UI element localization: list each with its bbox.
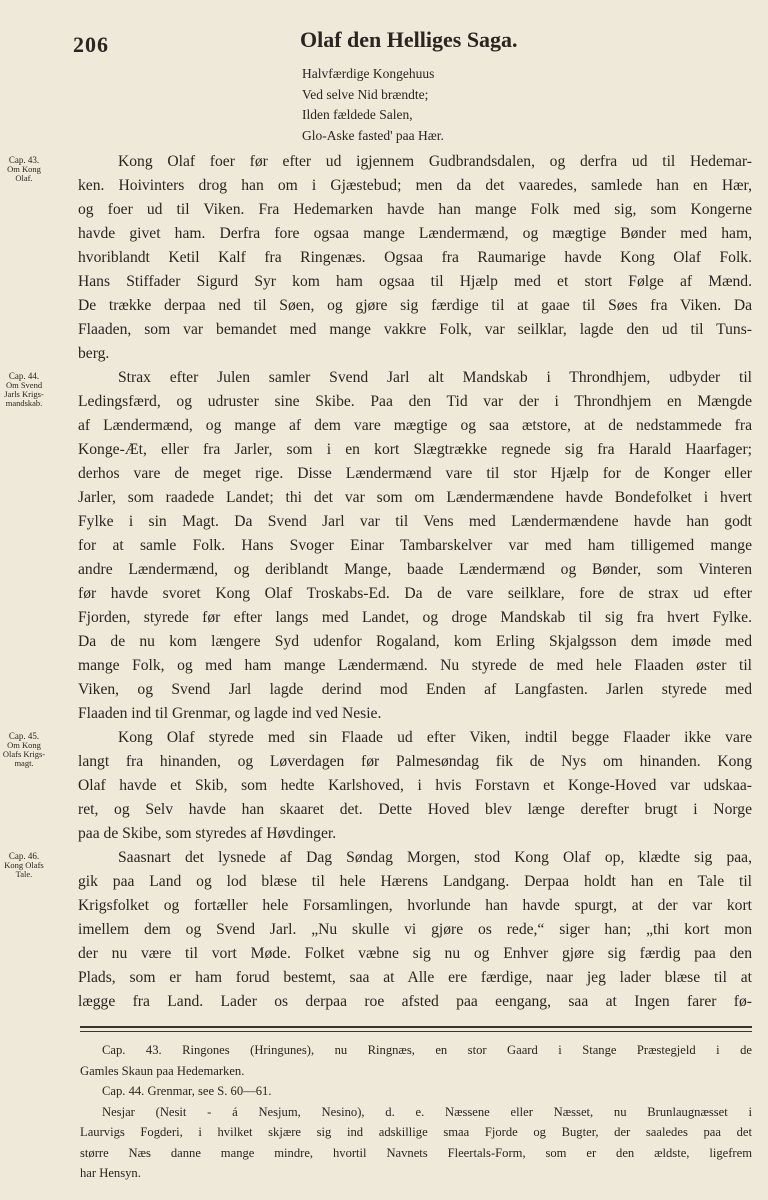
margin-note-line: Kong Olafs bbox=[4, 860, 44, 870]
text-line: hvoriblandt Ketil Kalf fra Ringenæs. Ogsaa fra Raumarige havde Kong Olaf Folk. bbox=[78, 249, 752, 266]
text-line: Hans Stiffader Sigurd Syr kom ham ogsaa til Hjælp med et stort Følge af Mænd. bbox=[78, 273, 752, 290]
footnote-line: større Næs danne mange mindre, hvortil Navnets Fleertals-Form, som er den ældste, ligefrem bbox=[80, 1145, 752, 1160]
margin-note-line: Cap. 46. bbox=[8, 851, 40, 861]
verse-line: Glo-Aske fasted' paa Hær. bbox=[302, 127, 444, 143]
margin-note-line: Olafs Krigs- bbox=[2, 749, 46, 759]
margin-note-line: Jarls Krigs- bbox=[4, 389, 44, 399]
verse-block bbox=[302, 64, 444, 146]
footnote bbox=[80, 1102, 752, 1184]
verse-line: Ved selve Nid brændte; bbox=[302, 86, 429, 102]
text-line: for at samle Folk. Hans Svoger Einar Tambarskelver var med ham tilligemed mange bbox=[78, 537, 752, 554]
paragraph bbox=[78, 150, 752, 366]
text-line: Jarler, som raadede Landet; thi det var som om Lændermændene havde Bondefolket i hvert bbox=[78, 489, 752, 506]
margin-note-line: Tale. bbox=[15, 869, 33, 879]
text-line: før havde svoret Kong Olaf Troskabs-Ed. Da de vare seilklare, fore de strax ud efter bbox=[78, 585, 752, 602]
main-text bbox=[78, 150, 752, 1014]
text-line: Fylke i sin Magt. Da Svend Jarl var til Vens med Lændermændene havde han godt bbox=[78, 513, 752, 530]
text-line: berg. bbox=[78, 345, 110, 362]
text-line: Kong Olaf foer før efter ud igjennem Gudbrandsdalen, og derfra ud til Hedemar- bbox=[118, 153, 752, 170]
text-line: Strax efter Julen samler Svend Jarl alt Mandskab i Throndhjem, udbyder til bbox=[118, 369, 752, 386]
text-line: Konge-Æt, eller fra Jarler, som i en kort Slægtrække regnede sig fra Harald Haarfager; bbox=[78, 441, 752, 458]
text-line: Flaaden ind til Grenmar, og lagde ind ved Nesie. bbox=[78, 705, 382, 722]
margin-note-line: Cap. 43. bbox=[8, 155, 40, 165]
footnotes bbox=[80, 1040, 752, 1184]
text-line: Kong Olaf styrede med sin Flaade ud efter Viken, indtil begge Flaader ikke vare bbox=[118, 729, 752, 746]
margin-note-line: Cap. 44. bbox=[8, 371, 40, 381]
text-line: ken. Hoivinters drog han om i Gjæstebud; men da det vaaredes, samlede han en Hær, bbox=[78, 177, 752, 194]
page-number: 206 bbox=[73, 32, 109, 57]
footnote-line: Cap. 44. Grenmar, see S. 60—61. bbox=[102, 1084, 272, 1098]
text-line: gik paa Land og lod blæse til hele Hærens Landgang. Derpaa holdt han en Tale til bbox=[78, 873, 752, 890]
footnote-line: har Hensyn. bbox=[80, 1166, 141, 1180]
footnote bbox=[80, 1081, 752, 1102]
text-line: Flaaden, som var bemandet med mange vakkre Folk, var seilklar, lagde den ud til Tuns- bbox=[78, 321, 752, 338]
text-line: Da de nu kom længere Syd udenfor Rogaland, kom Erling Skjalgsson dem imøde med bbox=[78, 633, 752, 650]
margin-note bbox=[2, 156, 46, 183]
margin-note bbox=[2, 372, 46, 408]
footnote-line: Cap. 43. Ringones (Hringunes), nu Ringnæs, en stor Gaard i Stange Præstegjeld i de bbox=[102, 1043, 752, 1057]
text-line: Krigsfolket og fortæller hele Forsamlingen, hvorlunde han havde spurgt, at der var kort bbox=[78, 897, 752, 914]
margin-note bbox=[2, 852, 46, 879]
margin-note-line: Om Kong bbox=[7, 164, 41, 174]
text-line: derhos vare de meget rige. Disse Lændermænd vare til stor Hjælp for de Konger eller bbox=[78, 465, 752, 482]
text-line: Viken, og Svend Jarl lagde derind mod Enden af Langfasten. Jarlen styrede med bbox=[78, 681, 752, 698]
text-line: Olaf havde et Skib, som hedte Karlshoved, i hvis Forstavn et Konge-Hoved var udskaa- bbox=[78, 777, 752, 794]
text-line: imellem dem og Svend Jarl. „Nu skulle vi gjøre os rede,“ siger han; „thi kort mon bbox=[78, 921, 752, 938]
text-line: Ledingsfærd, og udruster sine Skibe. Paa den Tid var der i Throndhjem en Mængde bbox=[78, 393, 752, 410]
text-line: Plads, som er ham forud bestemt, saa at Alle ere færdige, naar jeg lader blæse til at bbox=[78, 969, 752, 986]
text-line: andre Lændermænd, og deriblandt Mange, baade Lændermænd og Bønder, som Vinteren bbox=[78, 561, 752, 578]
verse-line: Ilden fældede Salen, bbox=[302, 107, 413, 122]
text-line: Saasnart det lysnede af Dag Søndag Morgen, stod Kong Olaf op, klædte sig paa, bbox=[118, 849, 752, 866]
margin-note-line: Olaf. bbox=[15, 173, 33, 183]
text-line: og foer ud til Viken. Fra Hedemarken havde han mange Folk med sig, som Kongerne bbox=[78, 201, 752, 218]
margin-note-line: Cap. 45. bbox=[8, 731, 40, 741]
text-line: ret, og Selv havde han skaaret det. Dette Hoved blev længe derefter brugt i Norge bbox=[78, 801, 752, 818]
paragraph bbox=[78, 726, 752, 846]
text-line: mange Folk, og med ham mange Lændermænd. Nu styrede de med hele Flaaden øster til bbox=[78, 657, 752, 674]
text-line: havde givet ham. Derfra fore ogsaa mange Lændermænd, og mægtige Bønder med ham, bbox=[78, 225, 752, 242]
footnote-rule bbox=[80, 1031, 752, 1032]
footnote-line: Laurvigs Fogderi, i hvilket skjære sig ind adskillige smaa Fjorde og Bugter, der saaledes paa det bbox=[80, 1125, 752, 1139]
margin-note-line: Om Kong bbox=[7, 740, 41, 750]
running-title: Olaf den Helliges Saga. bbox=[300, 27, 518, 52]
paragraph bbox=[78, 846, 752, 1014]
margin-note bbox=[2, 732, 46, 768]
text-line: paa de Skibe, som styredes af Høvdinger. bbox=[78, 825, 337, 842]
verse-line: Halvfærdige Kongehuus bbox=[302, 66, 435, 81]
text-line: De trække derpaa ned til Søen, og gjøre sig færdige til at gaae til Søes fra Viken. Da bbox=[78, 297, 752, 314]
footnote-line: Nesjar (Nesit - á Nesjum, Nesino), d. e. Næssene eller Næsset, nu Brunlaugnæsset i bbox=[102, 1104, 752, 1119]
text-line: langt fra hinanden, og Løverdagen før Palmesøndag fik de Nys om hinanden. Kong bbox=[78, 753, 752, 770]
text-line: der nu være til vort Møde. Folket væbne sig nu og Enhver gjøre sig færdig paa den bbox=[78, 945, 752, 962]
footnote-line: Gamles Skaun paa Hedemarken. bbox=[80, 1063, 245, 1078]
margin-note-line: mandskab. bbox=[5, 398, 43, 408]
footnote bbox=[80, 1040, 752, 1081]
footnote-rule bbox=[80, 1026, 752, 1028]
margin-note-line: magt. bbox=[14, 758, 34, 768]
text-line: lægge fra Land. Lader os derpaa roe afsted paa eengang, saa at Ingen farer fø- bbox=[78, 993, 752, 1010]
margin-note-line: Om Svend bbox=[5, 380, 43, 390]
text-line: Fjorden, styrede før efter langs med Landet, og droge Mandskab til sig fra hvert Fylke. bbox=[78, 609, 752, 626]
text-line: af Lændermænd, og mange af dem vare mægtige og saa ætstore, at de nedstammede fra bbox=[78, 417, 752, 434]
paragraph bbox=[78, 366, 752, 726]
